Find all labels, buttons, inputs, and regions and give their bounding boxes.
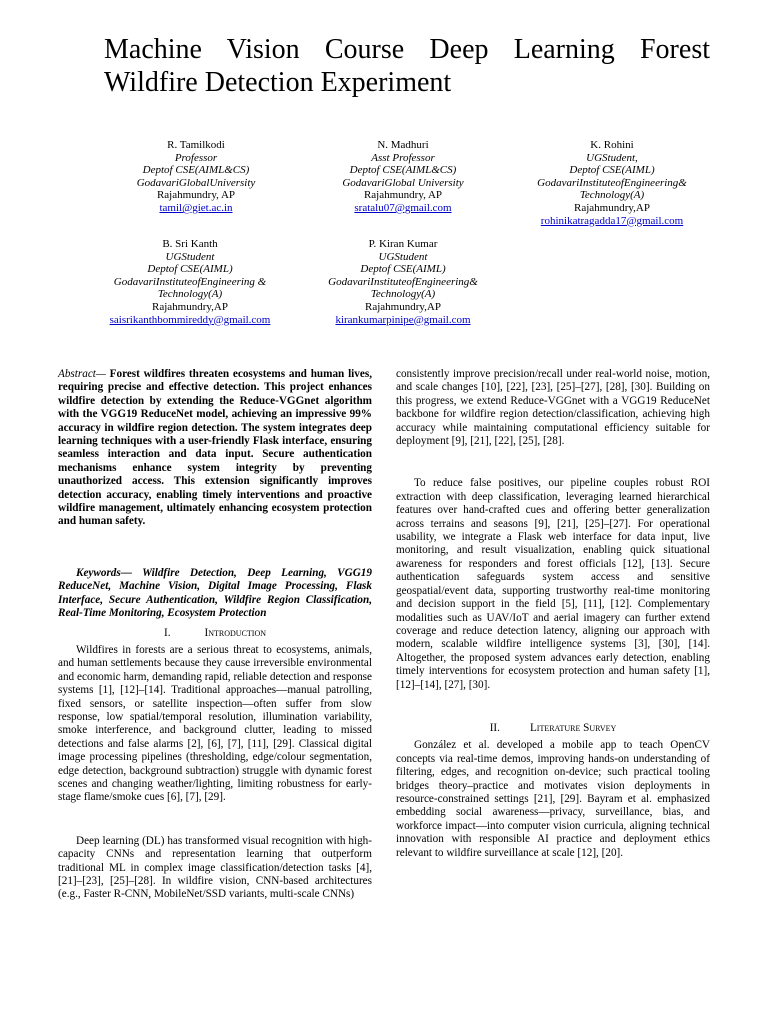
keywords: Keywords— Wildfire Detection, Deep Learning, VGG19 ReduceNet, Machine Vision, Digital Image Processing, Flask Interface, Secure Authentication, Wildfire Region Classification, Real-Time Monitoring, Ecosystem Protection: [58, 566, 372, 620]
author-block-1: [96, 139, 296, 215]
author-name: P. Kiran Kumar: [368, 238, 438, 250]
left-column: [58, 368, 372, 902]
author-role: UGStudent: [165, 250, 215, 263]
author-name: B. Sri Kanth: [162, 238, 218, 250]
section-heading-literature-survey: [396, 722, 710, 735]
author-block-4: [104, 238, 276, 326]
intro-paragraph-1: Wildfires in forests are a serious threat to ecosystems, animals, and human settlements because they cause irreversible environmental and economic harm, demanding rapid, reliable detection and response systems [1], [12]–[14]. Traditional approaches—manual patrolling, fixed sensors, or satellite inspection—often suffer from slow response, low spatial/temporal resolution, illumination variability, smoke interference, and background clutter, leading to missed detections and false alarms [2], [6], [7], [11], [29]. Classical digital image processing pipelines (thresholding, edge/colour segmentation, edge detection, background subtraction) struggle with dynamic forest scenes and changing weather/lighting, limiting robustness for early-stage flame/smoke cues [6], [7], [29].: [58, 643, 372, 804]
section-number: II.: [489, 721, 500, 734]
author-institution: GodavariInstituteofEngineering& Technology(A): [328, 275, 478, 301]
author-dept: Deptof CSE(AIML): [147, 263, 233, 276]
author-role: Asst Professor: [371, 151, 435, 164]
abstract: [58, 368, 372, 529]
author-email-link[interactable]: sratalu07@gmail.com: [354, 201, 452, 214]
intro-paragraph-4: To reduce false positives, our pipeline couples robust ROI extraction with deep classification, leveraging learned hierarchical features over hand-crafted cues and offering better generalization across terrains and seasons [9], [21], [25]–[27]. For operational usability, we integrate a Flask web interface for data input, live monitoring, and result visualization, enabling quick situational awareness for responders and forest officials [12], [13]. Secure authentication safeguards system access and sensitive geospatial/event data, supporting trustworthy real-time monitoring and decision support in the field [5], [11], [12]. Complementary modalities such as UAV/IoT and aerial imagery can further extend coverage and reduce detection latency, aligning our approach with modern, scalable wildfire intelligence systems [3], [30], [14]. Altogether, the proposed system advances early detection, enabling timely interventions for ecosystem protection and human safety [1], [12]–[14], [27], [30].: [396, 477, 710, 691]
author-block-3: [522, 139, 702, 227]
author-institution: GodavariInstituteofEngineering & Technology(A): [113, 275, 267, 301]
author-dept: Deptof CSE(AIML): [360, 263, 446, 276]
section-heading-introduction: [58, 627, 372, 640]
author-email-link[interactable]: rohinikatragadda17@gmail.com: [540, 214, 684, 227]
section-title: Introduction: [204, 626, 267, 639]
section-number: I.: [163, 626, 171, 639]
literature-paragraph-1: González et al. developed a mobile app to teach OpenCV concepts via real-time demos, improving hands-on understanding of filtering, edges, and recognition on-device; such practical tooling bridges theory–practice and motivates vision deployments in resource-constrained settings [21], [29]. Bayram et al. emphasized embedding social awareness—privacy, surveillance, bias, and workforce impact—into computer vision curricula, aligning technical innovation with responsible AI practice and deployment ethics relevant to wildfire surveillance at scale [12], [20].: [396, 739, 710, 859]
intro-paragraph-2: Deep learning (DL) has transformed visual recognition with high-capacity CNNs and representation learning that outperform traditional ML in complex image classification/detection tasks [4], [21]–[23], [25]–[28]. In wildfire vision, CNN-based architectures (e.g., Faster R-CNN, MobileNet/SSD variants, multi-scale CNNs): [58, 834, 372, 901]
section-title: Literature Survey: [529, 721, 617, 734]
paper-title: Machine Vision Course Deep Learning Forest Wildfire Detection Experiment: [104, 34, 710, 98]
author-location: Rajahmundry,AP: [574, 201, 650, 214]
author-role: UGStudent,: [586, 151, 638, 164]
author-role: Professor: [174, 151, 218, 164]
author-dept: Deptof CSE(AIML): [569, 164, 655, 177]
abstract-body: Forest wildfires threaten ecosystems and human lives, requiring precise and effective detection. This project enhances wildfire detection by extending the Reduce-VGGnet algorithm with the VGG19 ReduceNet model, achieving an impressive 99% accuracy in wildfire region detection. The system integrates deep learning techniques with a user-friendly Flask interface, ensuring seamless interaction and data input. Secure authentication mechanisms enhance system integrity by preventing unauthorized access. This extension significantly improves detection accuracy, enabling timely interventions and proactive wildfire management, ultimately enhancing ecosystem protection and human safety.: [58, 368, 372, 528]
author-location: Rajahmundry, AP: [363, 189, 443, 202]
author-dept: Deptof CSE(AIML&CS): [142, 164, 250, 177]
author-dept: Deptof CSE(AIML&CS): [349, 164, 457, 177]
author-email-link[interactable]: kirankumarpinipe@gmail.com: [335, 313, 471, 326]
right-column: [396, 368, 710, 860]
author-location: Rajahmundry, AP: [156, 189, 236, 202]
author-institution: GodavariGlobal University: [342, 176, 464, 189]
abstract-lead: Abstract—: [58, 368, 106, 380]
author-location: Rajahmundry,AP: [152, 300, 228, 313]
author-institution: GodavariGlobalUniversity: [136, 176, 256, 189]
author-email-link[interactable]: tamil@giet.ac.in: [159, 201, 233, 214]
author-institution: GodavariInstituteofEngineering& Technology(A): [537, 176, 687, 202]
author-location: Rajahmundry,AP: [365, 300, 441, 313]
author-name: N. Madhuri: [377, 139, 429, 151]
intro-paragraph-3: consistently improve precision/recall under real-world noise, motion, and scale changes [10], [22], [23], [25]–[27], [28], [30]. Building on this progress, we extend Reduce-VGGnet with a VGG19 ReduceNet backbone for wildfire region detection/classification, achieving high accuracy while maintaining computational efficiency suitable for deployment [9], [21], [22], [25], [28].: [396, 368, 710, 448]
author-name: R. Tamilkodi: [167, 139, 225, 151]
author-block-5: [318, 238, 488, 326]
author-role: UGStudent: [378, 250, 428, 263]
author-name: K. Rohini: [590, 139, 634, 151]
author-email-link[interactable]: saisrikanthbommireddy@gmail.com: [109, 313, 271, 326]
author-block-2: [303, 139, 503, 215]
